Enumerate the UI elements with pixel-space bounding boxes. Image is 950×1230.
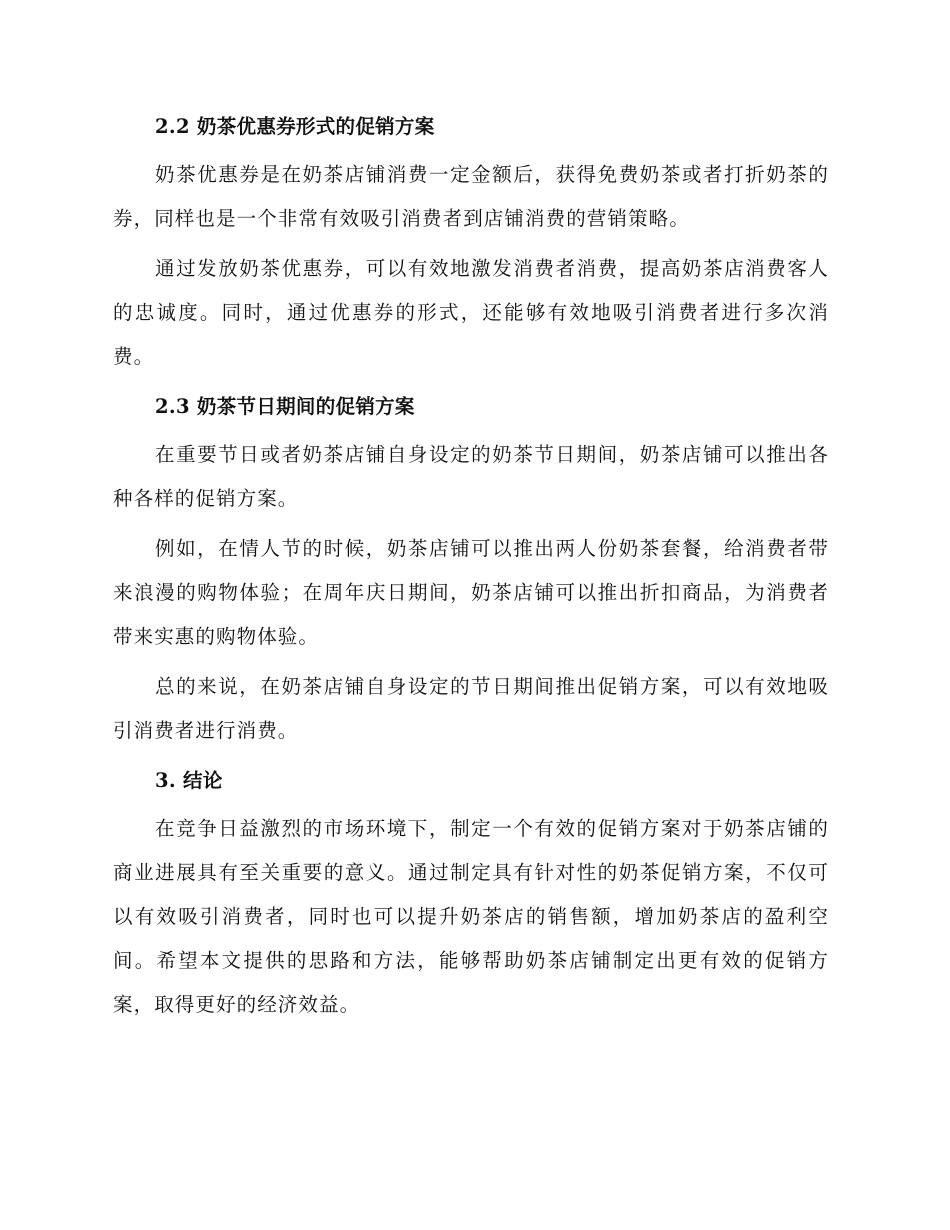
paragraph: 总的来说，在奶茶店铺自身设定的节日期间推出促销方案，可以有效地吸引消费者进行消费。 (113, 675, 829, 742)
document-page (113, 105, 829, 1033)
paragraph: 奶茶优惠券是在奶茶店铺消费一定金额后，获得免费奶茶或者打折奶茶的券，同样也是一个非常有效吸引消费者到店铺消费的营销策略。 (113, 163, 829, 230)
paragraph: 通过发放奶茶优惠券，可以有效地激发消费者消费，提高奶茶店消费客人的忠诚度。同时，通过优惠券的形式，还能够有效地吸引消费者进行多次消费。 (113, 257, 829, 368)
paragraph: 在重要节日或者奶茶店铺自身设定的奶茶节日期间，奶茶店铺可以推出各种各样的促销方案。 (113, 443, 829, 510)
paragraph: 例如，在情人节的时候，奶茶店铺可以推出两人份奶茶套餐，给消费者带来浪漫的购物体验；在周年庆日期间，奶茶店铺可以推出折扣商品，为消费者带来实惠的购物体验。 (113, 537, 829, 648)
paragraph: 在竞争日益激烈的市场环境下，制定一个有效的促销方案对于奶茶店铺的商业进展具有至关重要的意义。通过制定具有针对性的奶茶促销方案，不仅可以有效吸引消费者，同时也可以提升奶茶店的销售额，增加奶茶店的盈利空间。希望本文提供的思路和方法，能够帮助奶茶店铺制定出更有效的促销方案，取得更好的经济效益。 (113, 817, 829, 1016)
section-heading-3: 3. 结论 (155, 769, 223, 792)
section-heading-2-2: 2.2 奶茶优惠券形式的促销方案 (155, 115, 435, 138)
section-heading-2-3: 2.3 奶茶节日期间的促销方案 (155, 395, 415, 418)
